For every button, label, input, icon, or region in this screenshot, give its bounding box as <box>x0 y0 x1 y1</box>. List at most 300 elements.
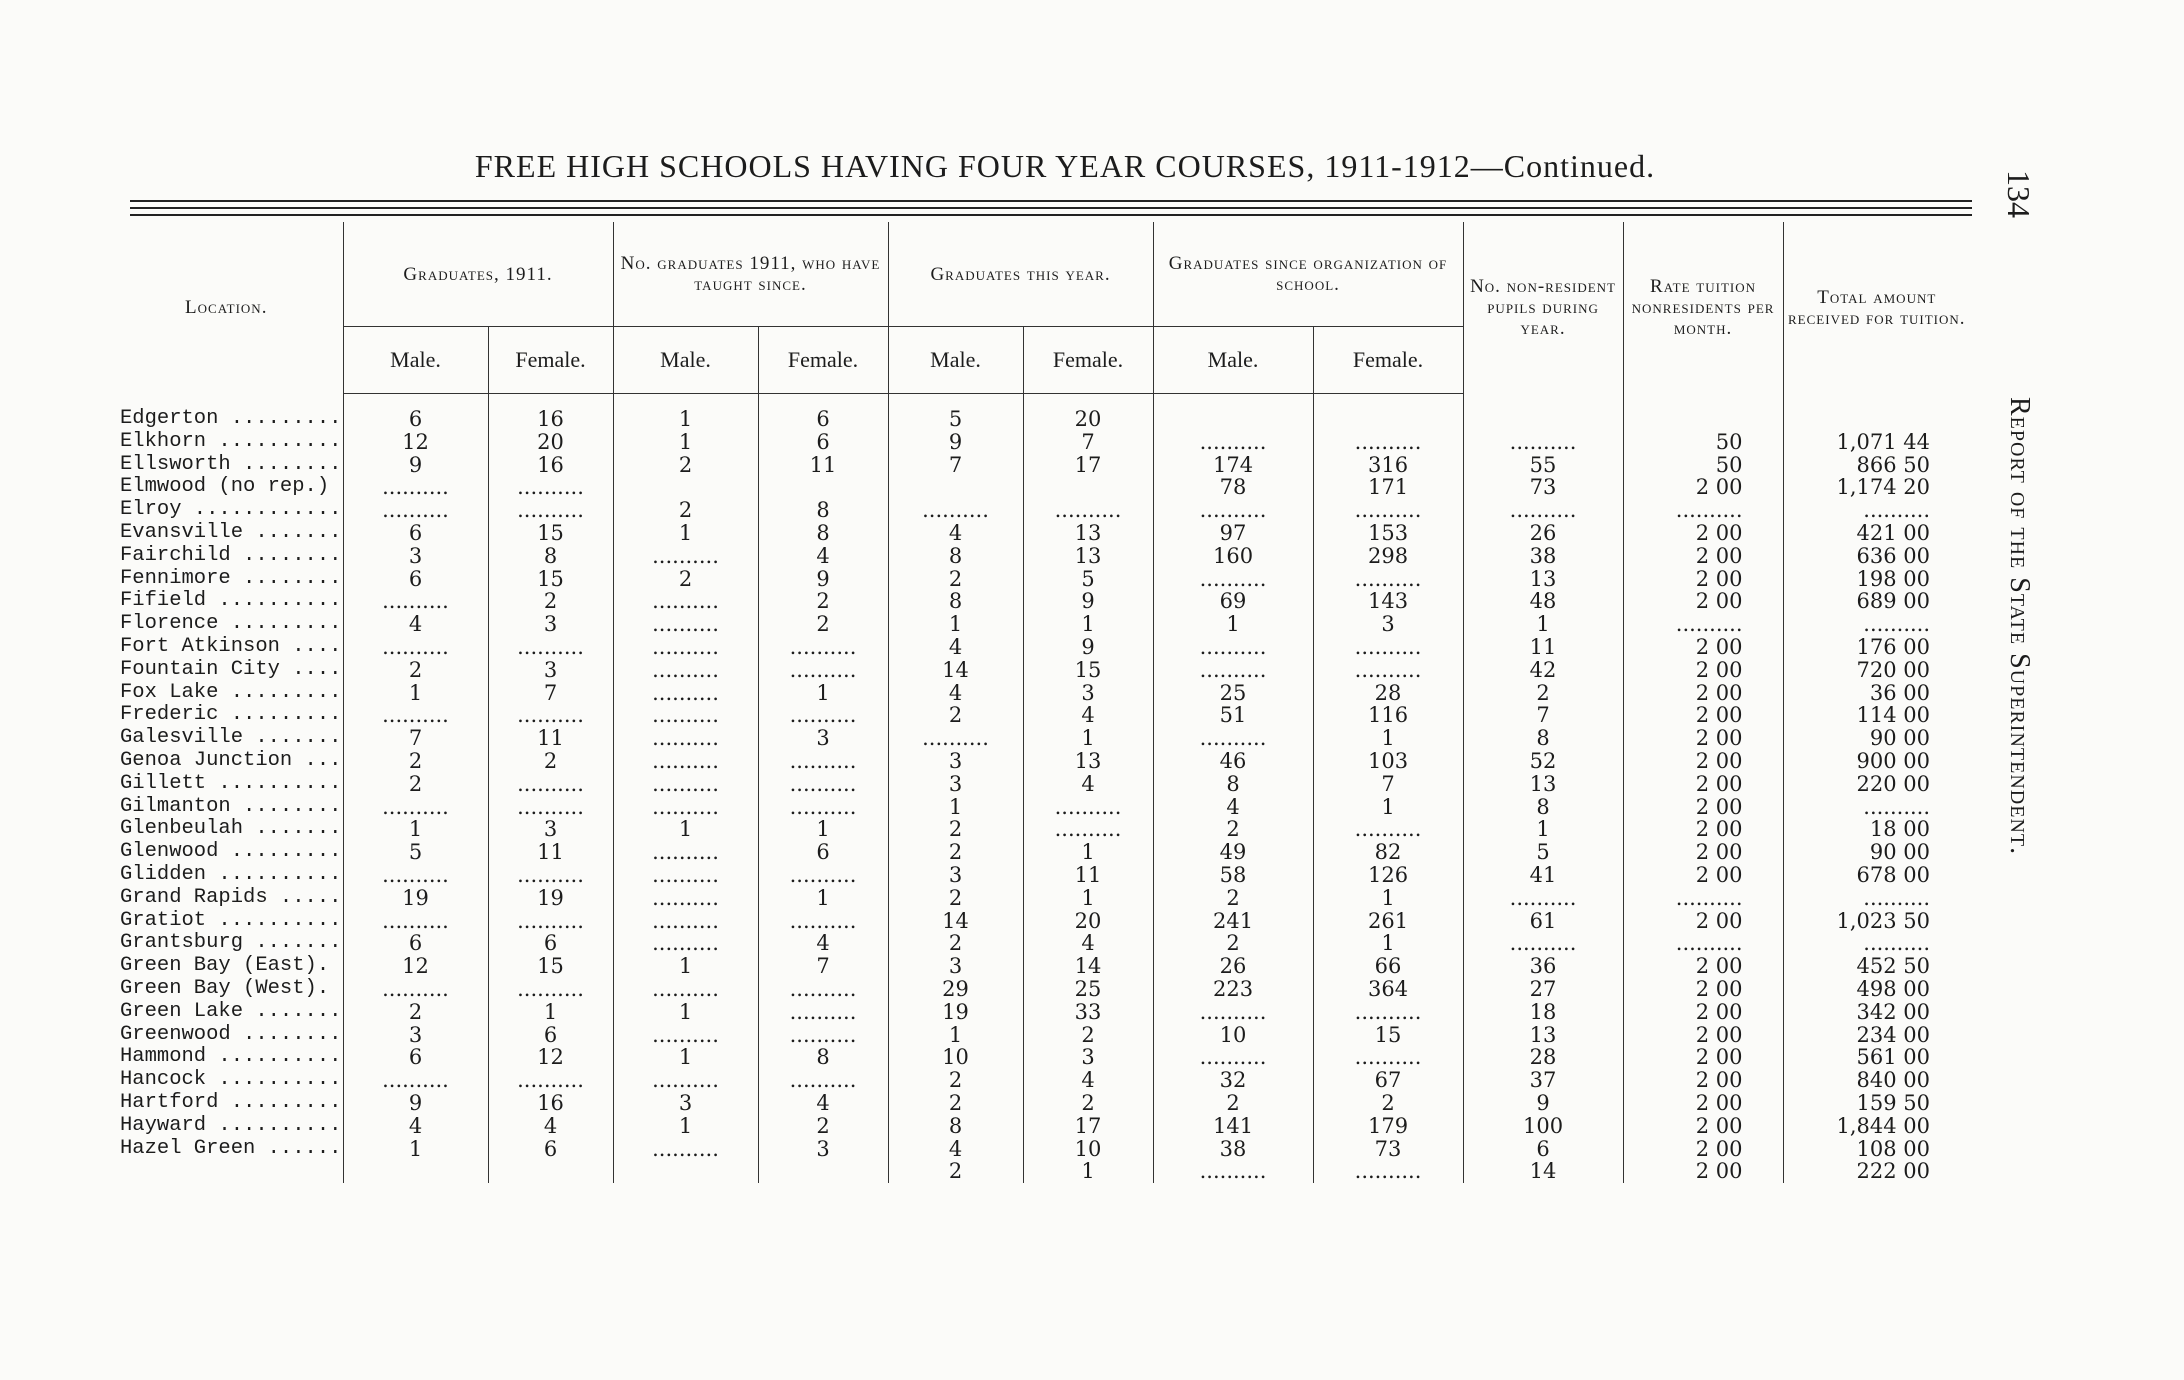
taught-male-cell: .......... <box>613 727 758 750</box>
thisyear-male-cell: 4 <box>888 522 1023 545</box>
since-org-female-cell: 28 <box>1313 682 1463 705</box>
table-row <box>110 818 1970 841</box>
thisyear-female-cell: 20 <box>1023 394 1153 431</box>
since-org-male-cell <box>1153 394 1313 431</box>
taught-male-cell: 2 <box>613 568 758 591</box>
taught-female-cell: .......... <box>758 659 888 682</box>
taught-female-cell: 6 <box>758 431 888 454</box>
taught-male-cell: 1 <box>613 1046 758 1069</box>
location-cell: Hazel Green ...... <box>120 1137 342 1160</box>
nonresident-pupils-cell: 5 <box>1463 841 1623 864</box>
since-org-female-cell: .......... <box>1313 431 1463 454</box>
since-org-female-cell: 261 <box>1313 910 1463 933</box>
thisyear-male-cell: 5 <box>888 394 1023 431</box>
thisyear-female-cell: 1 <box>1023 727 1153 750</box>
grad1911-male-cell: 9 <box>343 454 488 477</box>
taught-female-cell: 4 <box>758 932 888 955</box>
rate-tuition-cell: 2 00 <box>1623 818 1783 841</box>
taught-male-cell: 1 <box>613 1001 758 1024</box>
thisyear-male-cell: 14 <box>888 910 1023 933</box>
grad1911-female-cell: 3 <box>488 659 613 682</box>
since-org-female-cell: 171 <box>1313 476 1463 499</box>
since-org-female-cell: 179 <box>1313 1115 1463 1138</box>
since-org-female-cell: .......... <box>1313 1160 1463 1183</box>
since-org-female-cell <box>1313 394 1463 431</box>
since-org-female-cell: .......... <box>1313 499 1463 522</box>
since-org-male-cell: .......... <box>1153 659 1313 682</box>
location-cell: Glidden .......... <box>120 863 342 886</box>
total-tuition-cell: 1,071 44 <box>1783 431 1970 454</box>
total-tuition-cell: 840 00 <box>1783 1069 1970 1092</box>
header-location: Location. <box>185 297 268 319</box>
taught-male-cell: .......... <box>613 590 758 613</box>
thisyear-female-cell: 1 <box>1023 887 1153 910</box>
subheader-female: Female. <box>1313 327 1463 394</box>
grad1911-male-cell: 1 <box>343 1138 488 1161</box>
rate-tuition-cell: 2 00 <box>1623 682 1783 705</box>
subheader-female: Female. <box>758 327 888 394</box>
taught-female-cell: 2 <box>758 613 888 636</box>
thisyear-male-cell: 1 <box>888 796 1023 819</box>
grad1911-male-cell: 2 <box>343 773 488 796</box>
grad1911-male-cell: 1 <box>343 818 488 841</box>
location-cell: Evansville ....... <box>120 521 342 544</box>
since-org-female-cell: 1 <box>1313 887 1463 910</box>
since-org-male-cell: .......... <box>1153 568 1313 591</box>
location-cell: Elkhorn .......... <box>120 430 342 453</box>
thisyear-male-cell: 2 <box>888 932 1023 955</box>
header-rule <box>130 200 1972 202</box>
total-tuition-cell: 234 00 <box>1783 1024 1970 1047</box>
taught-male-cell: 1 <box>613 431 758 454</box>
taught-male-cell: .......... <box>613 887 758 910</box>
taught-female-cell: 3 <box>758 727 888 750</box>
location-cell: Elmwood (no rep.) <box>120 476 330 499</box>
nonresident-pupils-cell: 18 <box>1463 1001 1623 1024</box>
table-row <box>110 796 1970 819</box>
total-tuition-cell: 1,174 20 <box>1783 476 1970 499</box>
taught-male-cell: .......... <box>613 978 758 1001</box>
location-cell: Elroy ............ <box>120 499 342 522</box>
header-taught-since: No. graduates 1911, who have taught since. <box>613 222 888 327</box>
taught-female-cell: 7 <box>758 955 888 978</box>
thisyear-female-cell: 4 <box>1023 773 1153 796</box>
taught-female-cell: .......... <box>758 796 888 819</box>
location-cell: Fort Atkinson .... <box>120 635 342 658</box>
table-row <box>110 659 1970 682</box>
grad1911-male-cell: 1 <box>343 682 488 705</box>
total-tuition-cell: 421 00 <box>1783 522 1970 545</box>
location-cell: Frederic ......... <box>120 704 342 727</box>
rate-tuition-cell: 50 <box>1623 454 1783 477</box>
taught-male-cell: 2 <box>613 454 758 477</box>
thisyear-female-cell: 4 <box>1023 704 1153 727</box>
since-org-female-cell: .......... <box>1313 636 1463 659</box>
taught-male-cell: .......... <box>613 773 758 796</box>
total-tuition-cell: 159 50 <box>1783 1092 1970 1115</box>
since-org-female-cell: 1 <box>1313 796 1463 819</box>
total-tuition-cell: 452 50 <box>1783 955 1970 978</box>
location-cell: Edgerton ......... <box>120 406 342 430</box>
grad1911-female-cell: 16 <box>488 454 613 477</box>
table-row <box>110 1069 1970 1092</box>
location-cell: Gilmanton ........ <box>120 795 342 818</box>
rate-tuition-cell: 2 00 <box>1623 568 1783 591</box>
since-org-male-cell: 10 <box>1153 1024 1313 1047</box>
since-org-male-cell: 8 <box>1153 773 1313 796</box>
since-org-female-cell: 15 <box>1313 1024 1463 1047</box>
location-cell: Grand Rapids ..... <box>120 886 342 909</box>
rate-tuition-cell: 2 00 <box>1623 796 1783 819</box>
table-row <box>110 1001 1970 1024</box>
table-row <box>110 841 1970 864</box>
since-org-female-cell: .......... <box>1313 1001 1463 1024</box>
since-org-male-cell: 174 <box>1153 454 1313 477</box>
since-org-male-cell: 223 <box>1153 978 1313 1001</box>
thisyear-male-cell: 2 <box>888 1069 1023 1092</box>
since-org-male-cell: 49 <box>1153 841 1313 864</box>
grad1911-male-cell: 6 <box>343 1046 488 1069</box>
grad1911-female-cell: 4 <box>488 1115 613 1138</box>
taught-female-cell: 3 <box>758 1138 888 1161</box>
location-cell: Gratiot .......... <box>120 909 342 932</box>
location-cell <box>110 1160 343 1183</box>
location-cell: Hartford ......... <box>120 1091 342 1114</box>
table-row <box>110 1160 1970 1183</box>
grad1911-female-cell: 2 <box>488 590 613 613</box>
table-row <box>110 864 1970 887</box>
header-graduates-1911: Graduates, 1911. <box>343 222 613 327</box>
since-org-male-cell: 2 <box>1153 932 1313 955</box>
since-org-female-cell: 153 <box>1313 522 1463 545</box>
thisyear-female-cell: 1 <box>1023 841 1153 864</box>
thisyear-male-cell: 2 <box>888 841 1023 864</box>
nonresident-pupils-cell: .......... <box>1463 499 1623 522</box>
grad1911-female-cell: .......... <box>488 773 613 796</box>
location-cell: Hayward .......... <box>120 1114 342 1137</box>
grad1911-male-cell: .......... <box>343 590 488 613</box>
grad1911-female-cell: 6 <box>488 1024 613 1047</box>
since-org-male-cell: .......... <box>1153 636 1313 659</box>
nonresident-pupils-cell: 61 <box>1463 910 1623 933</box>
page-number: 134 <box>2001 170 2037 218</box>
total-tuition-cell <box>1783 394 1970 431</box>
nonresident-pupils-cell: 38 <box>1463 545 1623 568</box>
rate-tuition-cell: 2 00 <box>1623 841 1783 864</box>
location-cell: Fennimore ........ <box>120 567 342 590</box>
table-row <box>110 1115 1970 1138</box>
thisyear-female-cell <box>1023 476 1153 499</box>
rate-tuition-cell: 2 00 <box>1623 910 1783 933</box>
total-tuition-cell: 678 00 <box>1783 864 1970 887</box>
thisyear-female-cell: 17 <box>1023 454 1153 477</box>
thisyear-male-cell: 4 <box>888 1138 1023 1161</box>
thisyear-male-cell: 8 <box>888 590 1023 613</box>
nonresident-pupils-cell: 28 <box>1463 1046 1623 1069</box>
nonresident-pupils-cell: 13 <box>1463 1024 1623 1047</box>
table-row <box>110 1092 1970 1115</box>
grad1911-female-cell: 3 <box>488 818 613 841</box>
since-org-male-cell: .......... <box>1153 1046 1313 1069</box>
since-org-female-cell: 143 <box>1313 590 1463 613</box>
thisyear-female-cell: 25 <box>1023 978 1153 1001</box>
thisyear-male-cell: 19 <box>888 1001 1023 1024</box>
thisyear-female-cell: 13 <box>1023 522 1153 545</box>
taught-female-cell: 8 <box>758 499 888 522</box>
total-tuition-cell: 220 00 <box>1783 773 1970 796</box>
total-tuition-cell: .......... <box>1783 932 1970 955</box>
nonresident-pupils-cell: 27 <box>1463 978 1623 1001</box>
taught-male-cell: .......... <box>613 1069 758 1092</box>
location-cell: Fountain City .... <box>120 658 342 681</box>
table-row <box>110 910 1970 933</box>
since-org-male-cell: 1 <box>1153 613 1313 636</box>
total-tuition-cell: 1,023 50 <box>1783 910 1970 933</box>
thisyear-female-cell: 4 <box>1023 1069 1153 1092</box>
taught-female-cell: 1 <box>758 818 888 841</box>
location-cell: Glenbeulah ....... <box>120 818 342 841</box>
table-row <box>110 773 1970 796</box>
taught-male-cell: .......... <box>613 864 758 887</box>
taught-male-cell: 1 <box>613 1115 758 1138</box>
location-cell: Green Bay (East). <box>120 955 330 978</box>
since-org-female-cell: 82 <box>1313 841 1463 864</box>
thisyear-male-cell: 2 <box>888 704 1023 727</box>
location-cell: Greenwood ........ <box>120 1023 342 1046</box>
total-tuition-cell: 198 00 <box>1783 568 1970 591</box>
nonresident-pupils-cell: 1 <box>1463 818 1623 841</box>
header-rule <box>130 214 1972 216</box>
total-tuition-cell: 866 50 <box>1783 454 1970 477</box>
grad1911-female-cell: 2 <box>488 750 613 773</box>
taught-male-cell: 1 <box>613 394 758 431</box>
rate-tuition-cell: 2 00 <box>1623 955 1783 978</box>
grad1911-female-cell: 8 <box>488 545 613 568</box>
total-tuition-cell: .......... <box>1783 499 1970 522</box>
grad1911-male-cell: 6 <box>343 522 488 545</box>
grad1911-female-cell: .......... <box>488 796 613 819</box>
nonresident-pupils-cell: 48 <box>1463 590 1623 613</box>
since-org-female-cell: 298 <box>1313 545 1463 568</box>
grad1911-female-cell: 19 <box>488 887 613 910</box>
grad1911-female-cell: 12 <box>488 1046 613 1069</box>
thisyear-male-cell: .......... <box>888 727 1023 750</box>
nonresident-pupils-cell: 14 <box>1463 1160 1623 1183</box>
location-cell: Green Lake ....... <box>120 1000 342 1023</box>
subheader-male: Male. <box>613 327 758 394</box>
thisyear-male-cell: 1 <box>888 613 1023 636</box>
thisyear-male-cell: 10 <box>888 1046 1023 1069</box>
nonresident-pupils-cell: 55 <box>1463 454 1623 477</box>
nonresident-pupils-cell: 26 <box>1463 522 1623 545</box>
grad1911-female-cell: 1 <box>488 1001 613 1024</box>
grad1911-male-cell: 2 <box>343 659 488 682</box>
total-tuition-cell: 1,844 00 <box>1783 1115 1970 1138</box>
grad1911-female-cell: 6 <box>488 1138 613 1161</box>
grad1911-female-cell: 6 <box>488 932 613 955</box>
grad1911-female-cell: 7 <box>488 682 613 705</box>
since-org-male-cell: 78 <box>1153 476 1313 499</box>
thisyear-male-cell: 29 <box>888 978 1023 1001</box>
rate-tuition-cell: 50 <box>1623 431 1783 454</box>
thisyear-male-cell: 8 <box>888 1115 1023 1138</box>
table-row <box>110 1138 1970 1161</box>
nonresident-pupils-cell <box>1463 394 1623 431</box>
table-row <box>110 613 1970 636</box>
thisyear-male-cell: 3 <box>888 864 1023 887</box>
since-org-female-cell: 1 <box>1313 932 1463 955</box>
taught-male-cell: 2 <box>613 499 758 522</box>
since-org-male-cell: .......... <box>1153 1160 1313 1183</box>
taught-female-cell: .......... <box>758 636 888 659</box>
taught-male-cell: .......... <box>613 659 758 682</box>
running-title: Report of the State Superintendent. <box>2004 397 2035 856</box>
thisyear-male-cell: 8 <box>888 545 1023 568</box>
thisyear-male-cell: 9 <box>888 431 1023 454</box>
grad1911-male-cell: .......... <box>343 704 488 727</box>
since-org-male-cell: 241 <box>1153 910 1313 933</box>
location-cell: Ellsworth ........ <box>120 453 342 476</box>
thisyear-male-cell: 7 <box>888 454 1023 477</box>
grad1911-male-cell: 6 <box>343 568 488 591</box>
thisyear-male-cell: 2 <box>888 568 1023 591</box>
thisyear-female-cell: 13 <box>1023 750 1153 773</box>
thisyear-female-cell: 1 <box>1023 613 1153 636</box>
grad1911-female-cell <box>488 1160 613 1183</box>
table-row <box>110 704 1970 727</box>
table-row <box>110 1024 1970 1047</box>
taught-male-cell: .......... <box>613 613 758 636</box>
rate-tuition-cell: 2 00 <box>1623 1069 1783 1092</box>
nonresident-pupils-cell: .......... <box>1463 431 1623 454</box>
rate-tuition-cell: 2 00 <box>1623 1001 1783 1024</box>
since-org-female-cell: .......... <box>1313 568 1463 591</box>
nonresident-pupils-cell: 73 <box>1463 476 1623 499</box>
thisyear-female-cell: 9 <box>1023 636 1153 659</box>
table-row <box>110 978 1970 1001</box>
taught-male-cell: .......... <box>613 1138 758 1161</box>
taught-male-cell: .......... <box>613 636 758 659</box>
header-graduates-since-organization: Graduates since organization of school. <box>1153 222 1463 327</box>
grad1911-male-cell: 19 <box>343 887 488 910</box>
thisyear-male-cell: 2 <box>888 887 1023 910</box>
nonresident-pupils-cell: 9 <box>1463 1092 1623 1115</box>
since-org-male-cell: 2 <box>1153 818 1313 841</box>
thisyear-male-cell: 3 <box>888 773 1023 796</box>
rate-tuition-cell: 2 00 <box>1623 1115 1783 1138</box>
thisyear-female-cell: 3 <box>1023 1046 1153 1069</box>
table-row <box>110 932 1970 955</box>
taught-female-cell: .......... <box>758 704 888 727</box>
taught-male-cell: .......... <box>613 841 758 864</box>
since-org-female-cell: 3 <box>1313 613 1463 636</box>
since-org-male-cell: 141 <box>1153 1115 1313 1138</box>
grad1911-female-cell: 15 <box>488 522 613 545</box>
subheader-male: Male. <box>343 327 488 394</box>
nonresident-pupils-cell: 8 <box>1463 727 1623 750</box>
grad1911-male-cell: 2 <box>343 750 488 773</box>
header-rule <box>130 207 1972 209</box>
taught-male-cell: 1 <box>613 955 758 978</box>
thisyear-male-cell: 3 <box>888 750 1023 773</box>
table-row <box>110 568 1970 591</box>
nonresident-pupils-cell: 37 <box>1463 1069 1623 1092</box>
taught-male-cell: .......... <box>613 796 758 819</box>
grad1911-male-cell: .......... <box>343 864 488 887</box>
rate-tuition-cell: 2 00 <box>1623 750 1783 773</box>
since-org-female-cell: 7 <box>1313 773 1463 796</box>
nonresident-pupils-cell: .......... <box>1463 932 1623 955</box>
location-cell: Grantsburg ....... <box>120 932 342 955</box>
taught-female-cell: 1 <box>758 887 888 910</box>
rate-tuition-cell: 2 00 <box>1623 864 1783 887</box>
taught-male-cell: 1 <box>613 522 758 545</box>
thisyear-female-cell: 20 <box>1023 910 1153 933</box>
nonresident-pupils-cell: 100 <box>1463 1115 1623 1138</box>
rate-tuition-cell: 2 00 <box>1623 773 1783 796</box>
grad1911-male-cell: .......... <box>343 636 488 659</box>
taught-female-cell: 4 <box>758 1092 888 1115</box>
grad1911-female-cell: .......... <box>488 1069 613 1092</box>
table-row <box>110 394 1970 431</box>
total-tuition-cell: 90 00 <box>1783 727 1970 750</box>
since-org-female-cell: .......... <box>1313 659 1463 682</box>
table-row <box>110 431 1970 454</box>
taught-male-cell: 3 <box>613 1092 758 1115</box>
thisyear-male-cell: 1 <box>888 1024 1023 1047</box>
since-org-male-cell: 2 <box>1153 1092 1313 1115</box>
table-row <box>110 1046 1970 1069</box>
grad1911-female-cell: .......... <box>488 864 613 887</box>
thisyear-female-cell: 15 <box>1023 659 1153 682</box>
rate-tuition-cell: 2 00 <box>1623 978 1783 1001</box>
since-org-male-cell: .......... <box>1153 499 1313 522</box>
thisyear-female-cell: .......... <box>1023 499 1153 522</box>
rate-tuition-cell: 2 00 <box>1623 590 1783 613</box>
rate-tuition-cell: 2 00 <box>1623 1092 1783 1115</box>
thisyear-female-cell: 14 <box>1023 955 1153 978</box>
grad1911-male-cell: 6 <box>343 932 488 955</box>
rate-tuition-cell: 2 00 <box>1623 659 1783 682</box>
rate-tuition-cell: .......... <box>1623 499 1783 522</box>
grad1911-female-cell: 15 <box>488 955 613 978</box>
grad1911-female-cell: .......... <box>488 499 613 522</box>
since-org-female-cell: .......... <box>1313 818 1463 841</box>
total-tuition-cell: 636 00 <box>1783 545 1970 568</box>
total-tuition-cell: 222 00 <box>1783 1160 1970 1183</box>
total-tuition-cell: .......... <box>1783 887 1970 910</box>
taught-male-cell: .......... <box>613 1024 758 1047</box>
thisyear-male-cell: 4 <box>888 636 1023 659</box>
total-tuition-cell: 90 00 <box>1783 841 1970 864</box>
total-tuition-cell: 561 00 <box>1783 1046 1970 1069</box>
grad1911-male-cell <box>343 1160 488 1183</box>
table-row <box>110 590 1970 613</box>
total-tuition-cell: 720 00 <box>1783 659 1970 682</box>
rate-tuition-cell: 2 00 <box>1623 522 1783 545</box>
thisyear-female-cell: 10 <box>1023 1138 1153 1161</box>
taught-male-cell: .......... <box>613 704 758 727</box>
nonresident-pupils-cell: 41 <box>1463 864 1623 887</box>
thisyear-female-cell: 13 <box>1023 545 1153 568</box>
nonresident-pupils-cell: 42 <box>1463 659 1623 682</box>
taught-female-cell: .......... <box>758 773 888 796</box>
taught-male-cell: 1 <box>613 818 758 841</box>
thisyear-male-cell: 3 <box>888 955 1023 978</box>
grad1911-male-cell: 4 <box>343 613 488 636</box>
header-graduates-this-year: Graduates this year. <box>888 222 1153 327</box>
since-org-male-cell: 2 <box>1153 887 1313 910</box>
